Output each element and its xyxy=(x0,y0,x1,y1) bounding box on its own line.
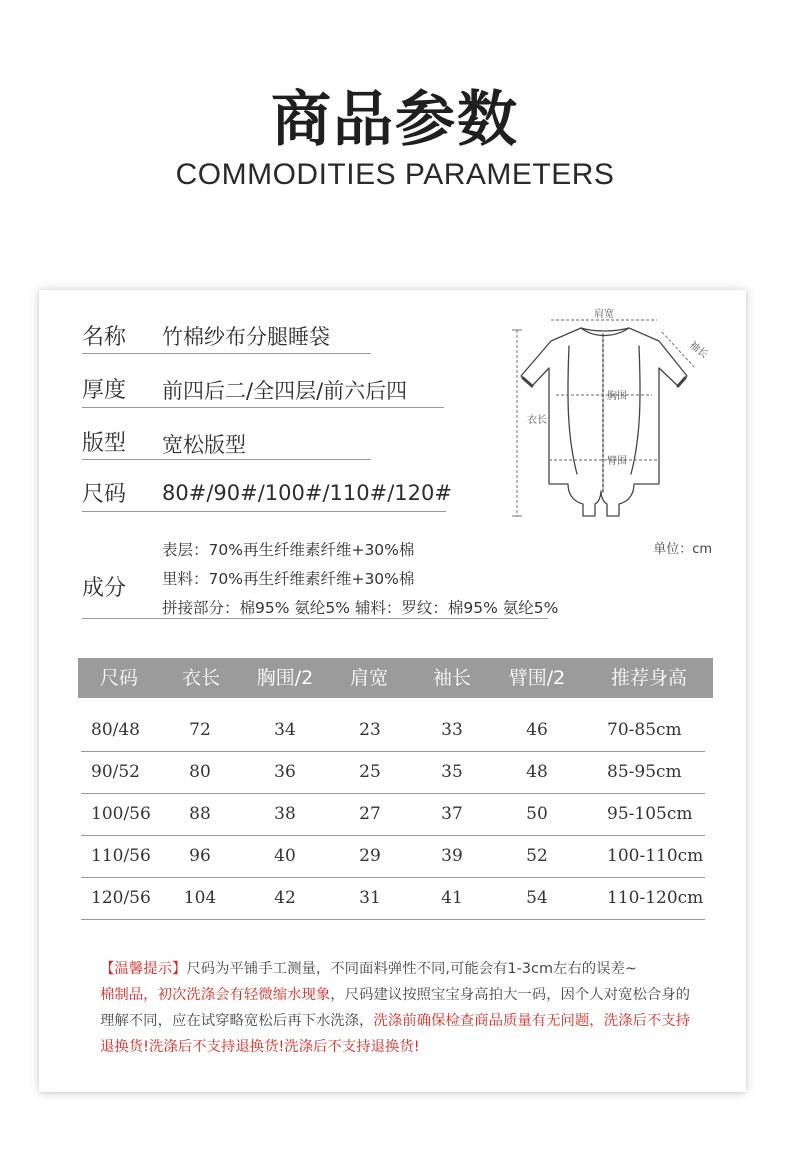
divider xyxy=(82,618,548,619)
table-cell: 39 xyxy=(441,846,463,866)
table-cell: 100-110cm xyxy=(607,846,704,866)
divider xyxy=(82,353,371,354)
composition-label: 成分 xyxy=(82,576,127,601)
parameters-card xyxy=(39,290,746,1092)
table-cell: 120/56 xyxy=(91,888,151,908)
header-cell: 袖长 xyxy=(432,667,472,689)
table-cell: 85-95cm xyxy=(607,762,682,782)
table-row xyxy=(81,710,705,752)
table-cell: 35 xyxy=(441,762,463,782)
tip-warning: 洗涤前确保检查商品质量有无问题，洗涤后不支持退换货!洗涤后不支持退换货!洗涤后不支持退换货! xyxy=(100,1013,691,1055)
header-cell: 臂围/2 xyxy=(508,667,566,689)
header-cell: 推荐身高 xyxy=(610,667,688,689)
param-label: 名称 xyxy=(82,325,127,350)
param-value: 竹棉纱布分腿睡袋 xyxy=(162,325,330,349)
table-row xyxy=(81,794,705,836)
table-cell: 50 xyxy=(526,804,548,824)
param-value: 宽松版型 xyxy=(162,433,246,457)
row-divider xyxy=(81,919,705,920)
table-cell: 54 xyxy=(526,888,548,908)
table-cell: 40 xyxy=(274,846,296,866)
label-chest: 胸围 xyxy=(607,391,627,402)
table-cell: 52 xyxy=(526,846,548,866)
tip-text: ，尺码建议按照宝宝身高拍大一码，因个人对宽松合身的理解不同，应在试穿略宽松后再下水洗涤， xyxy=(100,987,691,1029)
param-label: 尺码 xyxy=(82,482,127,507)
table-cell: 31 xyxy=(359,888,381,908)
table-cell: 41 xyxy=(441,888,463,908)
table-cell: 95-105cm xyxy=(607,804,693,824)
table-cell: 110/56 xyxy=(91,846,151,866)
size-table-header xyxy=(78,658,713,698)
table-cell: 72 xyxy=(189,720,211,740)
table-cell: 70-85cm xyxy=(607,720,682,740)
tip-text: 尺码为平铺手工测量，不同面料弹性不同,可能会有1-3cm左右的误差~ xyxy=(186,961,637,977)
table-cell: 29 xyxy=(359,846,381,866)
composition-line: 表层：70%再生纤维素纤维+30%棉 xyxy=(162,541,415,559)
warm-tip xyxy=(100,956,700,1060)
table-cell: 88 xyxy=(189,804,211,824)
table-row xyxy=(81,836,705,878)
composition-line: 拼接部分：棉95% 氨纶5% 辅料：罗纹：棉95% 氨纶5% xyxy=(162,599,559,617)
table-row xyxy=(81,878,705,920)
table-cell: 104 xyxy=(183,888,217,908)
header-cell: 衣长 xyxy=(181,667,221,689)
table-cell: 34 xyxy=(274,720,296,740)
table-cell: 100/56 xyxy=(91,804,151,824)
table-cell: 23 xyxy=(359,720,381,740)
table-cell: 90/52 xyxy=(91,762,140,782)
table-cell: 25 xyxy=(359,762,381,782)
header-cell: 胸围/2 xyxy=(256,667,314,689)
divider xyxy=(82,459,371,460)
label-shoulder: 肩宽 xyxy=(594,309,614,320)
divider xyxy=(82,407,444,408)
table-cell: 27 xyxy=(359,804,381,824)
table-cell: 33 xyxy=(441,720,463,740)
table-cell: 42 xyxy=(274,888,296,908)
label-sleeve: 袖长 xyxy=(687,339,710,361)
table-cell: 110-120cm xyxy=(607,888,704,908)
garment-sketch-icon xyxy=(499,306,744,541)
param-label: 版型 xyxy=(82,431,127,456)
page-subtitle: COMMODITIES PARAMETERS xyxy=(175,158,615,191)
table-cell: 80 xyxy=(189,762,211,782)
param-value: 前四后二/全四层/前六后四 xyxy=(162,379,408,403)
param-label: 厚度 xyxy=(82,378,127,403)
header-cell: 肩宽 xyxy=(349,667,389,689)
table-cell: 96 xyxy=(189,846,211,866)
label-arm: 臂围 xyxy=(607,456,627,467)
table-cell: 80/48 xyxy=(91,720,140,740)
table-cell: 46 xyxy=(526,720,548,740)
tip-warning: 棉制品，初次洗涤会有轻微缩水现象 xyxy=(100,987,331,1003)
table-cell: 48 xyxy=(526,762,548,782)
page-title: 商品参数 xyxy=(271,85,519,155)
table-row xyxy=(81,752,705,794)
divider xyxy=(82,511,446,512)
tip-tag: 【温馨提示】 xyxy=(100,961,187,977)
table-cell: 36 xyxy=(274,762,296,782)
unit-label: 单位：cm xyxy=(653,542,712,557)
table-cell: 38 xyxy=(274,804,296,824)
table-cell: 37 xyxy=(441,804,463,824)
composition-line: 里料：70%再生纤维素纤维+30%棉 xyxy=(162,570,415,588)
label-length: 衣长 xyxy=(527,415,547,426)
header-cell: 尺码 xyxy=(99,667,139,689)
param-value: 80#/90#/100#/110#/120# xyxy=(162,481,452,505)
